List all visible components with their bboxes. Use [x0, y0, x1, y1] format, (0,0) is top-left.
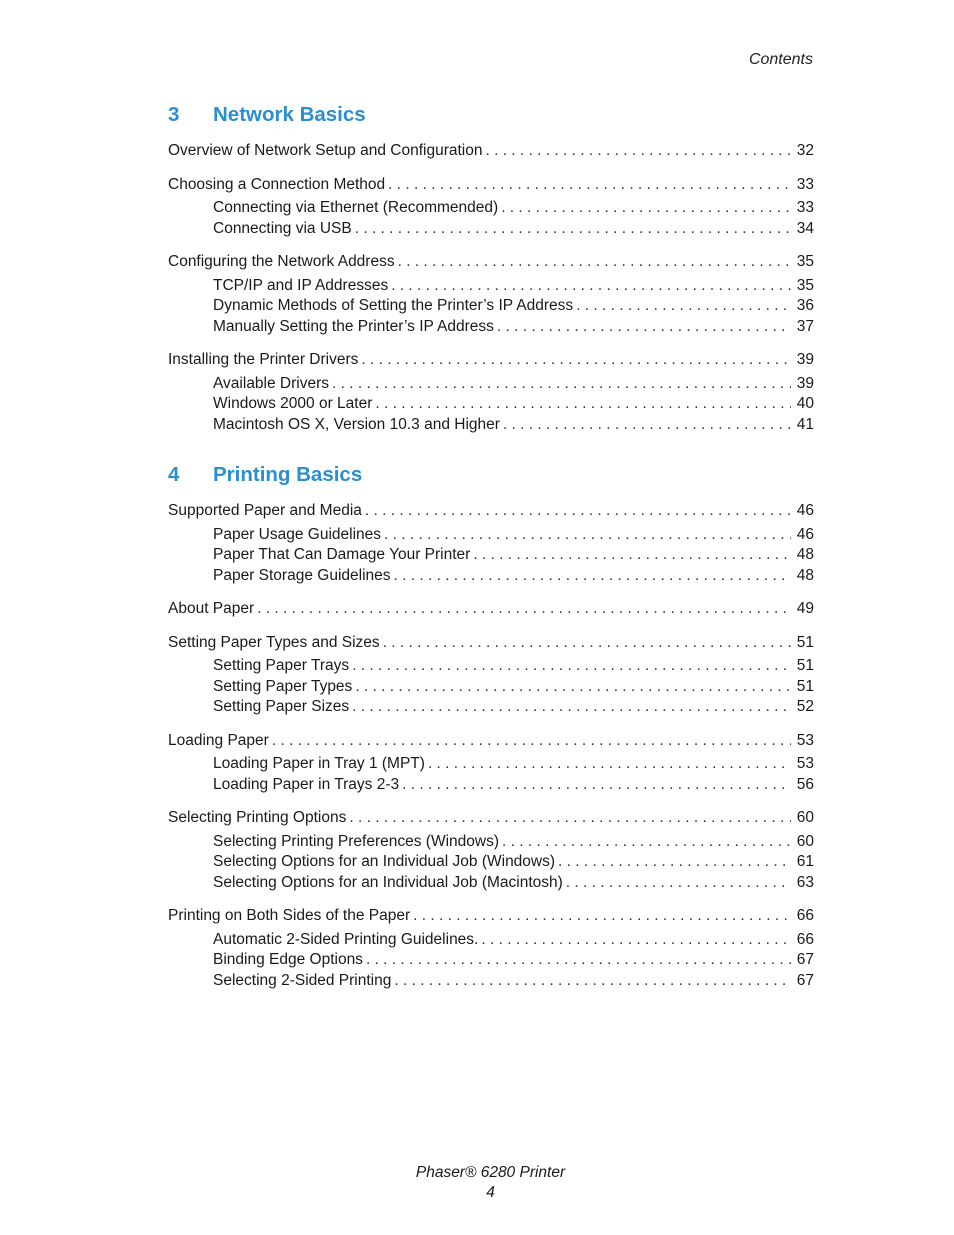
dot-leader [501, 198, 791, 219]
dot-leader [394, 566, 791, 587]
toc-entry-page: 51 [796, 657, 814, 674]
toc-entry-page: 63 [796, 873, 814, 891]
toc-entry-title: Windows 2000 or Later [213, 395, 373, 412]
toc-entry-page: 51 [796, 633, 814, 651]
toc-entry-page: 40 [796, 395, 814, 412]
toc-entry-page: 37 [796, 317, 814, 335]
toc-subentry[interactable] [168, 775, 814, 796]
toc-entry-page: 51 [796, 677, 814, 695]
toc-entry[interactable] [168, 731, 814, 752]
dot-leader [481, 930, 790, 951]
toc-entry-title: Selecting Options for an Individual Job (Windows) [213, 853, 556, 870]
toc-entry-title: Selecting Printing Preferences (Windows) [213, 832, 500, 850]
toc-entry-title: Available Drivers [213, 374, 330, 392]
dot-leader [383, 633, 791, 654]
toc-subentry[interactable] [168, 697, 814, 718]
toc-entry-title: Paper Storage Guidelines [213, 566, 391, 584]
toc-entry-title: Manually Setting the Printer’s IP Address [213, 317, 494, 335]
dot-leader [485, 141, 790, 162]
toc-subentry[interactable] [168, 971, 814, 992]
toc-subentry[interactable] [168, 374, 814, 395]
toc-entry-page: 48 [796, 566, 814, 584]
toc-entry[interactable] [168, 252, 814, 273]
toc-subentry[interactable] [168, 677, 814, 698]
toc-subentry[interactable] [168, 566, 814, 587]
dot-leader [576, 296, 791, 317]
toc-entry-title: Setting Paper Types and Sizes [168, 633, 380, 651]
dot-leader [352, 656, 791, 677]
toc-entry-page: 53 [796, 755, 814, 772]
toc-group [168, 633, 814, 718]
toc-entry-title: Connecting via Ethernet (Recommended) [213, 199, 499, 216]
toc-entry-page: 60 [796, 809, 814, 826]
toc-entry[interactable] [168, 906, 814, 927]
toc-entry[interactable] [168, 633, 814, 654]
toc-entry-title: Setting Paper Trays [213, 657, 350, 674]
toc-entry-page: 39 [796, 351, 814, 368]
dot-leader [398, 252, 791, 273]
chapter-heading [168, 103, 814, 127]
page-number: 4 [486, 1184, 495, 1201]
toc-entry-page: 39 [796, 374, 814, 392]
chapter-number: 4 [168, 463, 180, 486]
toc-entry-page: 52 [796, 698, 814, 715]
toc-entry-title: Installing the Printer Drivers [168, 351, 359, 368]
toc-entry-page: 35 [796, 276, 814, 294]
toc-entry-title: Selecting Printing Options [168, 809, 347, 826]
toc-subentry[interactable] [168, 415, 814, 436]
toc-entry-page: 33 [796, 175, 814, 193]
toc-entry[interactable] [168, 599, 814, 620]
toc-entry-page: 46 [796, 502, 814, 519]
toc-entry-page: 41 [796, 415, 814, 433]
toc-entry-title: Selecting 2-Sided Printing [213, 971, 392, 989]
toc-entry-title: Connecting via USB [213, 219, 352, 237]
dot-leader [394, 971, 790, 992]
toc-entry-page: 66 [796, 907, 814, 924]
toc-group [168, 808, 814, 893]
toc-subentry[interactable] [168, 198, 814, 219]
toc-entry-title: Loading Paper in Tray 1 (MPT) [213, 755, 425, 772]
toc-entry-page: 61 [796, 853, 814, 870]
toc-group [168, 350, 814, 435]
dot-leader [257, 599, 791, 620]
toc-entry-title: Overview of Network Setup and Configuration [168, 142, 483, 159]
toc-entry-page: 33 [796, 199, 814, 216]
toc-entry-title: Binding Edge Options [213, 951, 363, 968]
toc-entry-page: 34 [796, 219, 814, 237]
toc-entry-page: 48 [796, 546, 814, 563]
toc-entry-page: 35 [796, 253, 814, 270]
dot-leader [428, 754, 791, 775]
chapter-title: Printing Basics [213, 463, 363, 486]
toc-group [168, 906, 814, 991]
dot-leader [365, 501, 791, 522]
toc-entry[interactable] [168, 141, 814, 162]
toc-subentry[interactable] [168, 394, 814, 415]
dot-leader [391, 276, 791, 297]
chapter-heading [168, 463, 814, 487]
dot-leader [402, 775, 791, 796]
toc-entry-title: Loading Paper [168, 731, 269, 749]
toc-subentry[interactable] [168, 545, 814, 566]
dot-leader [272, 731, 791, 752]
toc-entry-title: Choosing a Connection Method [168, 175, 386, 193]
dot-leader [388, 175, 791, 196]
toc-group [168, 141, 814, 162]
toc-entry-page: 66 [796, 930, 814, 948]
dot-leader [473, 545, 790, 566]
dot-leader [352, 697, 791, 718]
toc-entry-title: Setting Paper Sizes [213, 698, 350, 715]
running-header: Contents [748, 51, 813, 68]
toc-subentry[interactable] [168, 317, 814, 338]
toc-subentry[interactable] [168, 832, 814, 853]
dot-leader [558, 852, 791, 873]
toc-entry-title: About Paper [168, 600, 255, 617]
toc-entry-title: Macintosh OS X, Version 10.3 and Higher [213, 415, 500, 433]
toc-subentry[interactable] [168, 754, 814, 775]
toc-entry-title: Paper That Can Damage Your Printer [213, 546, 471, 563]
dot-leader [366, 950, 791, 971]
chapter-number: 3 [168, 103, 180, 126]
toc-entry-title: Paper Usage Guidelines [213, 525, 382, 543]
toc-subentry[interactable] [168, 219, 814, 240]
toc-subentry[interactable] [168, 276, 814, 297]
dot-leader [566, 873, 791, 894]
toc-entry[interactable] [168, 808, 814, 829]
dot-leader [503, 415, 791, 436]
dot-leader [355, 677, 790, 698]
toc-entry-title: Setting Paper Types [213, 677, 353, 695]
toc-entry-title: Configuring the Network Address [168, 253, 395, 270]
toc-subentry[interactable] [168, 525, 814, 546]
toc-entry-page: 67 [796, 951, 814, 968]
toc-entry-page: 46 [796, 525, 814, 543]
toc-group [168, 252, 814, 337]
toc-subentry[interactable] [168, 852, 814, 873]
dot-leader [355, 219, 791, 240]
toc-entry-title: Printing on Both Sides of the Paper [168, 907, 411, 924]
toc-entry-page: 49 [796, 600, 814, 617]
toc-subentry[interactable] [168, 950, 814, 971]
toc-entry[interactable] [168, 350, 814, 371]
toc-entry-page: 32 [796, 142, 814, 159]
dot-leader [502, 832, 791, 853]
toc-entry-page: 36 [796, 297, 814, 314]
dot-leader [375, 394, 790, 415]
toc-entry-page: 67 [796, 971, 814, 989]
toc-entry-page: 60 [796, 832, 814, 850]
toc-entry[interactable] [168, 501, 814, 522]
dot-leader [497, 317, 791, 338]
dot-leader [332, 374, 791, 395]
toc-group [168, 175, 814, 240]
toc-subentry[interactable] [168, 930, 814, 951]
toc-entry[interactable] [168, 175, 814, 196]
toc-group [168, 599, 814, 620]
toc-entry-page: 53 [796, 731, 814, 749]
toc-subentry[interactable] [168, 656, 814, 677]
toc-subentry[interactable] [168, 296, 814, 317]
dot-leader [361, 350, 790, 371]
toc-entry-title: Loading Paper in Trays 2-3 [213, 775, 400, 793]
toc-entry-title: Dynamic Methods of Setting the Printer’s IP Address [213, 297, 574, 314]
page-footer [0, 1163, 954, 1203]
toc-entry-title: Selecting Options for an Individual Job (Macintosh) [213, 873, 563, 891]
dot-leader [349, 808, 790, 829]
dot-leader [413, 906, 791, 927]
table-of-contents [168, 103, 814, 1004]
product-name: Phaser® 6280 Printer [415, 1164, 566, 1181]
toc-subentry[interactable] [168, 873, 814, 894]
dot-leader [384, 525, 791, 546]
chapter-title: Network Basics [213, 103, 366, 126]
toc-entry-title: TCP/IP and IP Addresses [213, 276, 389, 294]
toc-entry-page: 56 [796, 775, 814, 793]
toc-entry-title: Supported Paper and Media [168, 502, 362, 519]
toc-group [168, 501, 814, 586]
toc-group [168, 731, 814, 796]
toc-entry-title: Automatic 2-Sided Printing Guidelines. [213, 930, 479, 948]
